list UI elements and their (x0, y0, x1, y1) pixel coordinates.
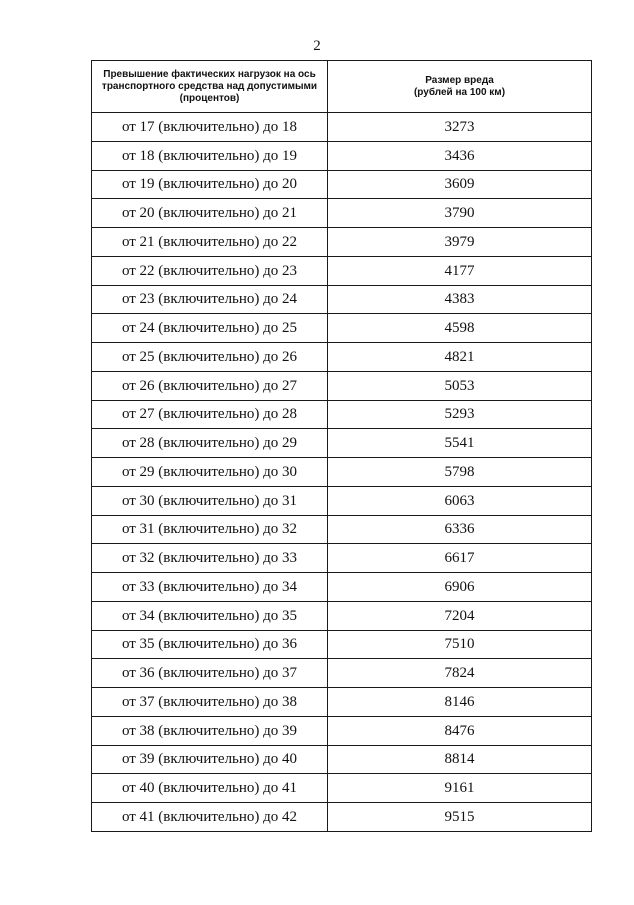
range-cell: от 32 (включительно) до 33 (92, 544, 328, 573)
amount-cell: 6336 (328, 515, 592, 544)
table-row (92, 573, 592, 602)
range-cell: от 30 (включительно) до 31 (92, 486, 328, 515)
amount-cell: 5798 (328, 458, 592, 487)
header-col2-line: (рублей на 100 км) (413, 86, 506, 98)
amount-cell: 6906 (328, 573, 592, 602)
range-cell: от 19 (включительно) до 20 (92, 170, 328, 199)
header-col1-line: (процентов) (179, 92, 240, 104)
amount-cell: 7510 (328, 630, 592, 659)
page-number: 2 (313, 38, 321, 54)
amount-cell: 3979 (328, 228, 592, 257)
header-col2-line: Размер вреда (425, 74, 494, 86)
amount-cell: 3436 (328, 141, 592, 170)
amount-cell: 3609 (328, 170, 592, 199)
range-cell: от 18 (включительно) до 19 (92, 141, 328, 170)
header-col1-line: транспортного средства над допустимыми (101, 80, 318, 92)
amount-cell: 5541 (328, 429, 592, 458)
table-row (92, 601, 592, 630)
table-header-row (92, 61, 592, 113)
table-row (92, 199, 592, 228)
table-row (92, 343, 592, 372)
amount-cell: 4821 (328, 343, 592, 372)
range-cell: от 35 (включительно) до 36 (92, 630, 328, 659)
table-row (92, 371, 592, 400)
range-cell: от 41 (включительно) до 42 (92, 803, 328, 832)
table-row (92, 314, 592, 343)
header-col1-line: Превышение фактических нагрузок на ось (103, 68, 316, 80)
table-row (92, 544, 592, 573)
range-cell: от 38 (включительно) до 39 (92, 716, 328, 745)
amount-cell: 7824 (328, 659, 592, 688)
header-axle-load-excess (92, 61, 328, 113)
range-cell: от 20 (включительно) до 21 (92, 199, 328, 228)
amount-cell: 8146 (328, 688, 592, 717)
amount-cell: 6063 (328, 486, 592, 515)
range-cell: от 23 (включительно) до 24 (92, 285, 328, 314)
range-cell: от 37 (включительно) до 38 (92, 688, 328, 717)
table-row (92, 659, 592, 688)
amount-cell: 4177 (328, 256, 592, 285)
amount-cell: 5053 (328, 371, 592, 400)
amount-cell: 9515 (328, 803, 592, 832)
range-cell: от 33 (включительно) до 34 (92, 573, 328, 602)
range-cell: от 40 (включительно) до 41 (92, 774, 328, 803)
table-row (92, 716, 592, 745)
table-row (92, 486, 592, 515)
table-row (92, 400, 592, 429)
table-row (92, 745, 592, 774)
table-row (92, 688, 592, 717)
table-row (92, 141, 592, 170)
amount-cell: 6617 (328, 544, 592, 573)
amount-cell: 9161 (328, 774, 592, 803)
table-row (92, 113, 592, 142)
table-row (92, 256, 592, 285)
table-row (92, 630, 592, 659)
table-row (92, 803, 592, 832)
range-cell: от 34 (включительно) до 35 (92, 601, 328, 630)
amount-cell: 8814 (328, 745, 592, 774)
amount-cell: 5293 (328, 400, 592, 429)
range-cell: от 27 (включительно) до 28 (92, 400, 328, 429)
table-row (92, 285, 592, 314)
table-row (92, 515, 592, 544)
table-row (92, 429, 592, 458)
range-cell: от 17 (включительно) до 18 (92, 113, 328, 142)
range-cell: от 26 (включительно) до 27 (92, 371, 328, 400)
amount-cell: 3273 (328, 113, 592, 142)
range-cell: от 21 (включительно) до 22 (92, 228, 328, 257)
range-cell: от 36 (включительно) до 37 (92, 659, 328, 688)
amount-cell: 7204 (328, 601, 592, 630)
range-cell: от 22 (включительно) до 23 (92, 256, 328, 285)
range-cell: от 28 (включительно) до 29 (92, 429, 328, 458)
damage-rate-table (91, 60, 592, 832)
amount-cell: 3790 (328, 199, 592, 228)
amount-cell: 4598 (328, 314, 592, 343)
range-cell: от 29 (включительно) до 30 (92, 458, 328, 487)
range-cell: от 31 (включительно) до 32 (92, 515, 328, 544)
amount-cell: 4383 (328, 285, 592, 314)
range-cell: от 24 (включительно) до 25 (92, 314, 328, 343)
amount-cell: 8476 (328, 716, 592, 745)
table-row (92, 458, 592, 487)
header-damage-amount (328, 61, 592, 113)
table-row (92, 170, 592, 199)
range-cell: от 39 (включительно) до 40 (92, 745, 328, 774)
range-cell: от 25 (включительно) до 26 (92, 343, 328, 372)
table-row (92, 228, 592, 257)
table-row (92, 774, 592, 803)
